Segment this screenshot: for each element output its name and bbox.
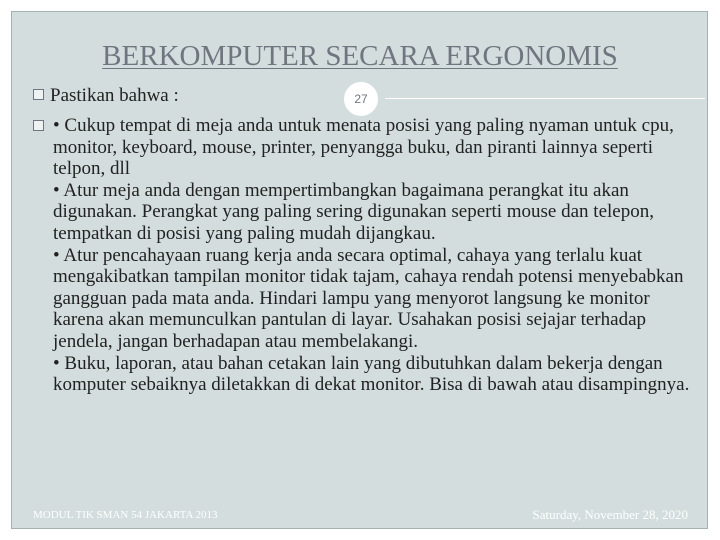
checkbox-bullet-icon xyxy=(33,120,44,131)
intro-text: Pastikan bahwa : xyxy=(50,85,179,106)
page-number-badge: 27 xyxy=(342,80,380,118)
header-rule xyxy=(385,98,705,99)
footer-date: Saturday, November 28, 2020 xyxy=(532,507,688,522)
bullet-item-3: • Atur pencahayaan ruang kerja anda secara optimal, cahaya yang terlalu kuat mengakibatkan tampilan monitor tidak tajam, cahaya rendah potensi menyebabkan gangguan pada mata anda. Hindari lampu yang menyorot langsung ke monitor karena akan memunculkan pantulan di layar. Usahakan posisi sejajar terhadap jendela, jangan berhadapan atau membelakangi. xyxy=(53,244,684,352)
slide-title: BERKOMPUTER SECARA ERGONOMIS xyxy=(102,40,618,72)
content-body xyxy=(33,115,693,396)
footer-left-text: MODUL TIK SMAN 54 JAKARTA 2013 xyxy=(33,509,218,521)
checkbox-bullet-icon xyxy=(33,89,44,100)
bullet-item-1: • Cukup tempat di meja anda untuk menata posisi yang paling nyaman untuk cpu, monitor, keyboard, mouse, printer, penyangga buku, dan piranti lainnya seperti telpon, dll xyxy=(53,115,674,180)
content-block xyxy=(33,115,693,396)
bullet-item-4: • Buku, laporan, atau bahan cetakan lain yang dibutuhkan dalam bekerja dengan komputer sebaiknya diletakkan di dekat monitor. Bisa di bawah atau disampingnya. xyxy=(53,352,690,396)
bullet-item-2: • Atur meja anda dengan mempertimbangkan bagaimana perangkat itu akan digunakan. Perangkat yang paling sering digunakan seperti mouse dan telepon, tempatkan di posisi yang paling mudah dijangkau. xyxy=(53,179,654,244)
intro-line xyxy=(33,85,179,106)
